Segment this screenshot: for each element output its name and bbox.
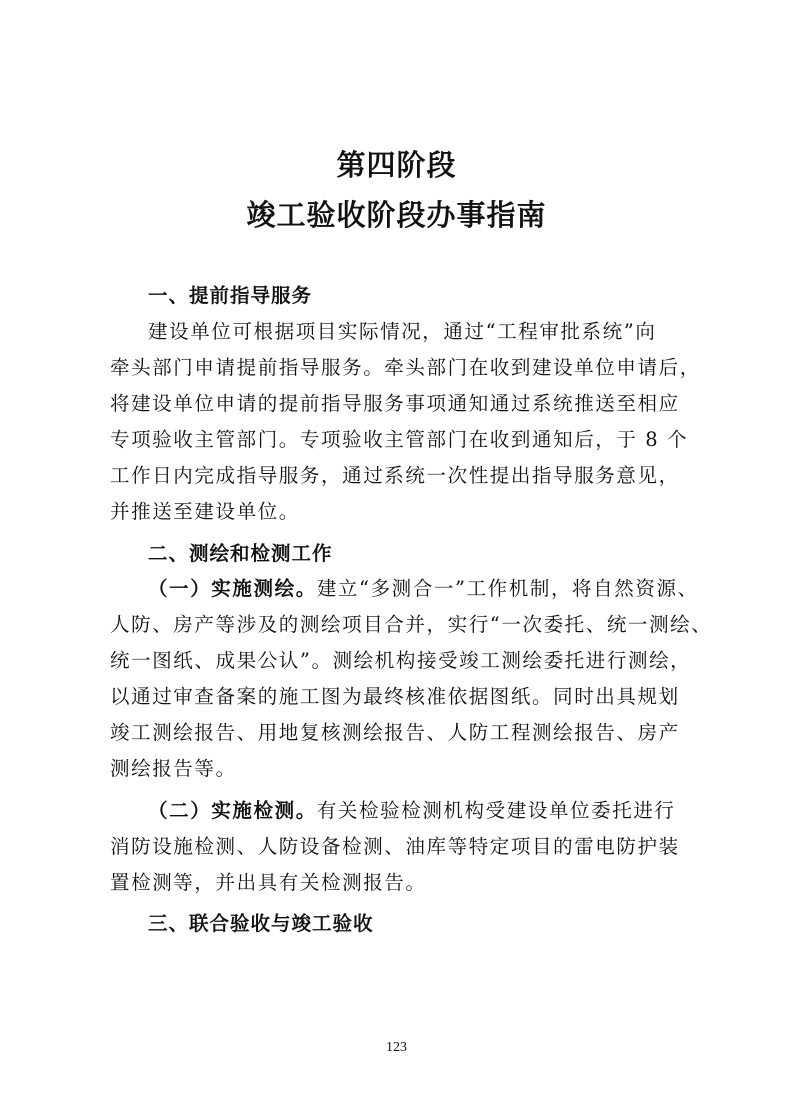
section-1-heading: 一、提前指导服务 [148, 284, 313, 307]
section-3-heading: 三、联合验收与竣工验收 [148, 912, 374, 935]
paragraph-line: 人防、房产等涉及的测绘项目合并，实行“一次委托、统一测绘、 [110, 613, 713, 636]
page-title-line-2: 竣工验收阶段办事指南 [246, 198, 547, 232]
page-number: 123 [386, 1040, 407, 1055]
subsection-1-label: （一）实施测绘。 [148, 577, 317, 600]
paragraph-line: 消防设施检测、人防设备检测、油库等特定项目的雷电防护装 [110, 835, 680, 858]
subsection-2-label: （二）实施检测。 [148, 799, 317, 822]
paragraph-line: 并推送至建设单位。 [110, 500, 300, 523]
paragraph-line: 测绘报告等。 [110, 757, 237, 780]
subsection-2-first-line [148, 795, 676, 823]
paragraph-line: 竣工测绘报告、用地复核测绘报告、人防工程测绘报告、房产 [110, 721, 680, 744]
paragraph-line: 牵头部门申请提前指导服务。牵头部门在收到建设单位申请后， [110, 356, 701, 379]
paragraph-line: 以通过审查备案的施工图为最终核准依据图纸。同时出具规划 [110, 685, 680, 708]
paragraph-line: 统一图纸、成果公认”。测绘机构接受竣工测绘委托进行测绘， [110, 649, 692, 672]
paragraph-line: 置检测等，并出具有关检测报告。 [110, 871, 427, 894]
page-title-line-1: 第四阶段 [336, 148, 457, 182]
paragraph-line: 将建设单位申请的提前指导服务事项通知通过系统推送至相应 [110, 392, 680, 415]
subsection-2-text: 有关检验检测机构受建设单位委托进行 [316, 799, 676, 822]
paragraph-line: 建设单位可根据项目实际情况，通过“工程审批系统”向 [148, 320, 657, 343]
subsection-1-first-line [148, 573, 699, 601]
subsection-1-text: 建立“多测合一”工作机制，将自然资源、 [316, 577, 699, 600]
section-2-heading: 二、测绘和检测工作 [148, 542, 333, 565]
paragraph-line: 专项验收主管部门。专项验收主管部门在收到通知后，于 8 个 [110, 428, 689, 451]
paragraph-line: 工作日内完成指导服务，通过系统一次性提出指导服务意见， [110, 464, 680, 487]
